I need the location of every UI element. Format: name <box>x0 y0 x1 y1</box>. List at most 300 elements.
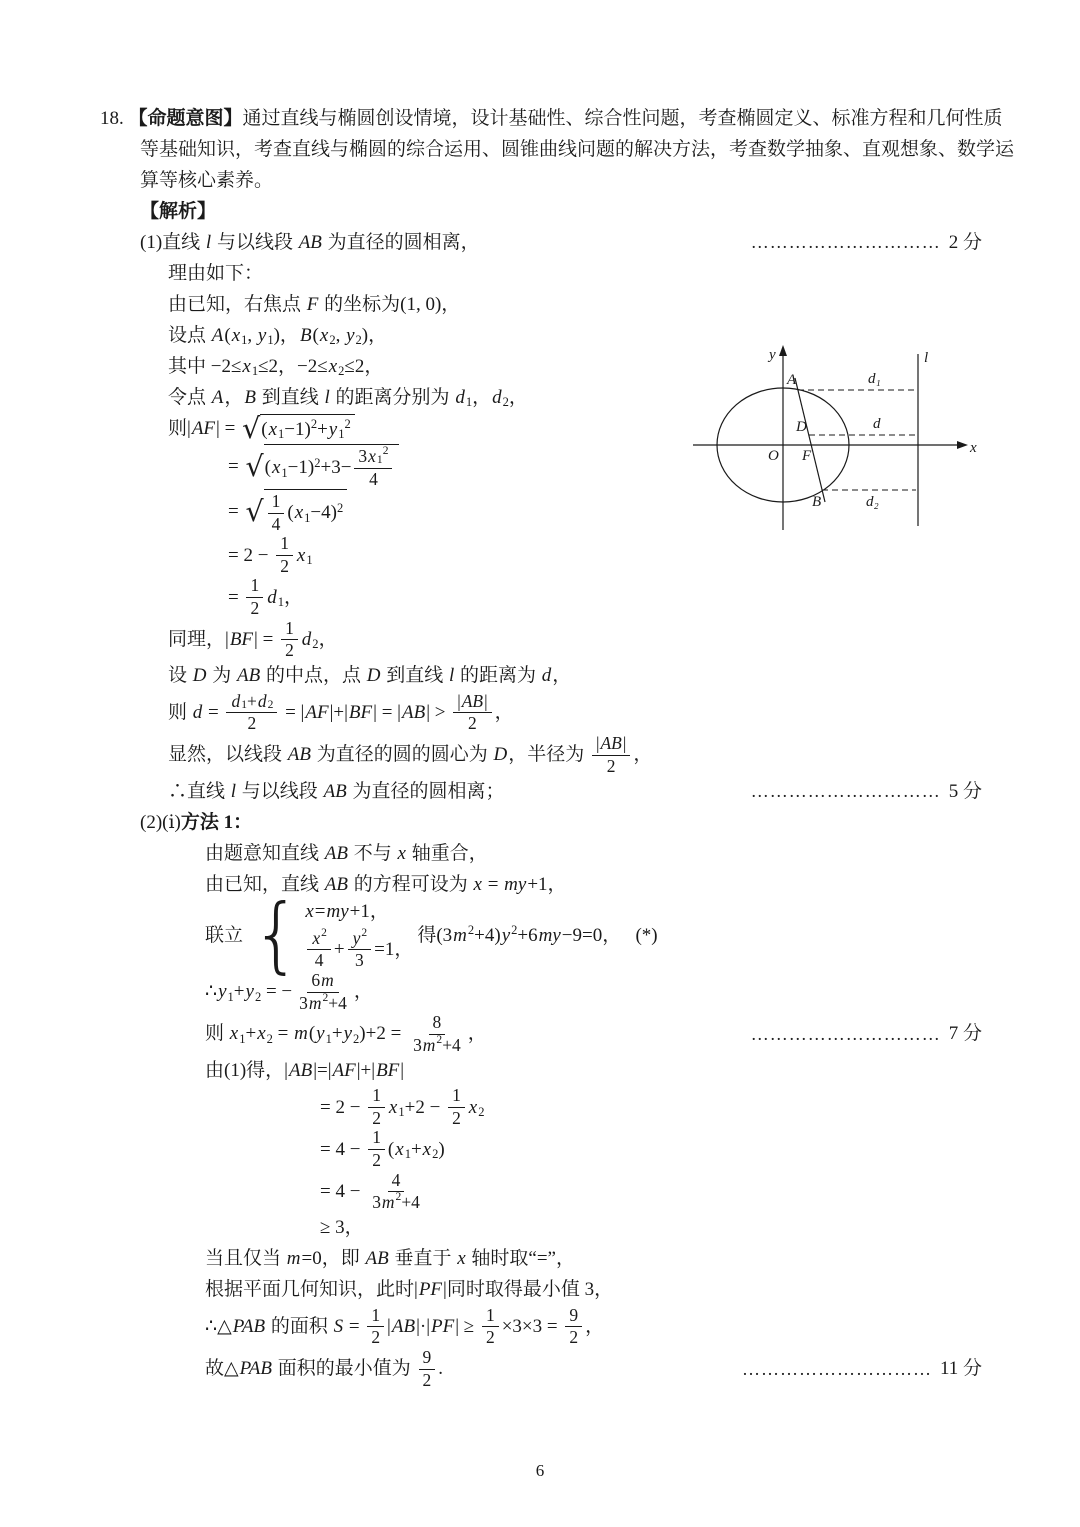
math-variable: BF <box>348 701 373 723</box>
fraction-denominator <box>365 469 382 490</box>
text-run: | > <box>426 701 451 723</box>
label-d: d <box>873 416 881 432</box>
text-run: 2 <box>436 1033 443 1046</box>
fraction-numerator <box>453 692 491 714</box>
text-run: 设点 <box>168 324 211 346</box>
math-variable: D <box>366 665 381 687</box>
math-variable: x <box>296 544 306 566</box>
math-variable: y <box>245 981 254 1003</box>
math-variable: d <box>301 628 312 650</box>
fraction-numerator <box>592 734 630 756</box>
fraction-numerator <box>419 1348 436 1370</box>
fraction-denominator <box>419 1370 436 1391</box>
text-run: 2 <box>511 923 518 937</box>
math-variable: x <box>294 502 304 524</box>
math-variable: y <box>346 324 355 346</box>
line-content <box>320 1171 427 1213</box>
text-run: | <box>387 1315 391 1337</box>
math-variable: x <box>397 842 406 864</box>
solution-line <box>205 1055 982 1086</box>
text-run: 1 <box>376 454 383 467</box>
fraction-denominator <box>448 1108 465 1129</box>
fraction <box>453 692 491 734</box>
text-run: 4 <box>391 1169 401 1190</box>
line-content <box>168 619 338 661</box>
subscript <box>278 596 284 609</box>
text-run: = 4 − <box>320 1138 366 1160</box>
text-run: (2)(ⅰ) <box>140 811 181 833</box>
text-run: 2 <box>312 637 319 652</box>
text-run: 2 <box>371 1327 381 1348</box>
fraction-denominator <box>295 993 351 1014</box>
text-run: ， <box>467 1023 487 1045</box>
text-run: 9 <box>422 1346 432 1367</box>
math-variable: m <box>286 1248 301 1270</box>
math-variable: x <box>457 1248 466 1270</box>
fraction <box>565 1306 582 1348</box>
text-run: 1 <box>227 989 234 1004</box>
math-variable: y <box>328 419 338 441</box>
label-O: O <box>768 448 779 464</box>
text-run: )， <box>361 324 388 346</box>
text-run: | = | <box>373 701 401 723</box>
fraction-denominator <box>368 1192 424 1213</box>
label-d2: d₂ <box>866 494 879 510</box>
math-variable: l <box>449 665 455 687</box>
text-run: 方法 1： <box>180 811 253 833</box>
text-run: +4 <box>442 1034 461 1055</box>
text-run: 4 <box>271 513 281 534</box>
line-content <box>168 692 514 734</box>
text-run: 3 <box>299 992 308 1013</box>
text-run: 3 <box>413 1034 422 1055</box>
math-variable: AB <box>287 744 311 766</box>
superscript <box>314 457 320 470</box>
line-content <box>205 1306 604 1348</box>
math-variable: D <box>493 744 508 766</box>
fraction <box>367 1306 384 1348</box>
math-variable: y <box>218 981 227 1003</box>
text-run: 令点 <box>168 386 211 408</box>
math-variable: A <box>211 324 224 346</box>
text-run: (1)直线 <box>140 231 205 253</box>
fraction <box>419 1348 436 1390</box>
math-variable: A <box>211 386 224 408</box>
text-run: + <box>246 690 257 711</box>
text-run: ×3×3 = <box>501 1315 563 1337</box>
math-variable: d <box>267 586 277 608</box>
math-variable: AB <box>237 665 261 687</box>
text-run: ( <box>312 324 319 346</box>
text-run: ∴ <box>205 981 218 1003</box>
math-variable: x <box>305 901 314 923</box>
text-run: ( <box>287 502 294 524</box>
text-run: 的中点，点 <box>261 665 366 687</box>
text-run: |+| <box>356 1059 376 1081</box>
text-run: −1) <box>287 457 315 479</box>
text-run: ， <box>494 701 514 723</box>
math-variable: AB <box>600 732 622 753</box>
equation-system-rows <box>304 900 413 971</box>
superscript <box>383 446 389 458</box>
solution-line <box>320 1171 982 1213</box>
text-run: 故△ <box>205 1358 239 1380</box>
math-variable: m <box>381 1192 395 1213</box>
fraction-numerator <box>246 576 263 598</box>
text-run: −4) <box>310 502 337 524</box>
text-run: 联立 <box>205 924 248 946</box>
text-run: = − <box>261 981 293 1003</box>
solution-line <box>205 869 982 900</box>
equation-row <box>304 900 413 924</box>
text-run: = <box>272 1023 294 1045</box>
math-variable: x <box>395 1138 404 1160</box>
text-run: 2 <box>353 1031 360 1046</box>
equation-row <box>304 929 413 971</box>
text-run: +1， <box>349 901 389 923</box>
fraction-numerator <box>268 492 285 514</box>
score-label: 2 分 <box>948 231 982 253</box>
fraction-denominator <box>368 1150 385 1171</box>
solution-line <box>320 1213 982 1244</box>
subscript <box>304 512 310 525</box>
math-variable: d <box>541 665 552 687</box>
math-variable: m <box>321 970 334 990</box>
superscript <box>311 418 317 431</box>
text-run: ∴直线 <box>168 780 230 802</box>
math-variable: F <box>306 293 319 315</box>
superscript <box>321 928 327 940</box>
solution-body <box>100 103 1015 1390</box>
text-run: ( <box>308 1023 316 1045</box>
math-variable: B <box>244 386 256 408</box>
text-run: 2 <box>247 713 257 734</box>
math-variable: l <box>230 780 237 802</box>
subscript <box>466 396 472 409</box>
dotted-leader: ………………………… <box>750 1023 941 1044</box>
text-run: 的距离为 <box>455 665 541 687</box>
math-variable: AF <box>191 417 216 439</box>
line-content <box>205 842 488 866</box>
text-run: ( <box>387 1138 395 1160</box>
fraction-numerator <box>482 1306 499 1328</box>
text-run: 2 <box>254 989 262 1004</box>
fraction <box>354 447 392 489</box>
solution-line <box>205 971 982 1013</box>
text-run: 1 <box>278 427 285 442</box>
subscript <box>241 334 247 347</box>
text-run: 为 <box>207 665 237 687</box>
math-variable: d <box>257 690 267 711</box>
fraction-denominator <box>311 950 328 971</box>
text-run: 的面积 <box>266 1315 333 1337</box>
label-l: l <box>924 350 929 366</box>
fraction <box>348 929 372 971</box>
label-B: B <box>812 494 822 510</box>
text-run: 2 <box>372 1107 381 1128</box>
text-run: 1 <box>241 699 247 712</box>
math-variable: m <box>422 1034 436 1055</box>
math-variable: m <box>453 924 467 946</box>
text-run: , <box>335 324 346 346</box>
line-content <box>140 231 480 255</box>
fraction <box>268 492 285 534</box>
label-F: F <box>802 448 812 464</box>
line-content <box>320 1216 364 1240</box>
text-run: 1 <box>277 595 284 610</box>
superscript <box>511 924 517 937</box>
text-run: = | <box>280 701 305 723</box>
math-variable: AF <box>332 1059 356 1081</box>
text-run: 3 <box>354 950 364 971</box>
text-run: 轴重合， <box>406 842 488 864</box>
text-run: +4 <box>328 992 347 1013</box>
text-run: ( <box>224 324 231 346</box>
text-run: 2 <box>432 1147 439 1162</box>
text-run: 2 <box>478 1104 485 1119</box>
text-run: + <box>233 981 245 1003</box>
text-run: = <box>228 455 244 477</box>
fraction-denominator <box>268 514 285 535</box>
score-label: 11 分 <box>939 1358 982 1380</box>
text-run: 由(1)得，| <box>205 1059 288 1081</box>
y-axis-arrow <box>779 345 787 356</box>
score-marker <box>742 1357 982 1381</box>
fraction-numerator <box>565 1306 582 1328</box>
subscript <box>503 396 509 409</box>
math-variable: AF <box>305 701 329 723</box>
math-variable: d <box>231 690 241 711</box>
math-variable: l <box>324 386 330 408</box>
text-run: 则 <box>205 1023 229 1045</box>
square-root <box>242 412 355 446</box>
text-run: | = <box>216 417 241 439</box>
text-run: 2 <box>329 332 336 347</box>
line-content <box>320 1128 445 1170</box>
math-variable: x <box>328 355 338 377</box>
dotted-leader: ………………………… <box>750 781 941 802</box>
line-content <box>228 534 313 576</box>
math-variable: AB <box>365 1248 389 1270</box>
text-run: 通过直线与椭圆创设情境，设计基础性、综合性问题，考查椭圆定义、标准方程和几何性质 <box>242 107 1003 129</box>
text-run: 与以线段 <box>237 780 323 802</box>
fraction-denominator <box>482 1327 499 1348</box>
solution-line <box>320 1086 982 1128</box>
math-variable: x <box>312 927 321 948</box>
solution-line <box>228 576 982 618</box>
math-variable: d <box>455 386 465 408</box>
fraction <box>368 1171 424 1213</box>
text-run: 由已知，直线 <box>205 873 324 895</box>
radical-sign: √ <box>245 450 264 484</box>
text-run: | <box>457 690 461 711</box>
ellipse-diagram <box>688 340 988 545</box>
text-run: 的距离分别为 <box>330 386 455 408</box>
text-run: = 2 − <box>228 544 274 566</box>
text-run: 1 <box>280 533 289 554</box>
fraction-denominator <box>244 713 261 734</box>
text-run: 2 <box>314 455 321 470</box>
solution-line <box>205 1348 982 1390</box>
fraction <box>368 1086 385 1128</box>
solution-line <box>140 165 982 196</box>
fraction-denominator <box>464 713 481 734</box>
math-variable: d <box>492 386 502 408</box>
text-run: 1 <box>372 1085 381 1106</box>
text-run: 2 <box>372 1150 381 1171</box>
chord-ab <box>795 378 825 502</box>
subscript <box>356 334 362 347</box>
subscript <box>267 334 273 347</box>
fraction <box>368 1128 385 1170</box>
subscript <box>255 991 261 1004</box>
math-variable: x <box>268 419 277 441</box>
text-run: ， <box>633 744 653 766</box>
fraction-numerator <box>307 971 338 993</box>
label-y: y <box>769 347 776 363</box>
solution-line <box>168 661 982 692</box>
math-variable: x <box>368 446 376 466</box>
math-variable: x <box>229 1023 239 1045</box>
line-content <box>168 386 528 410</box>
line-content <box>100 107 1003 131</box>
math-variable: y <box>352 927 361 948</box>
text-run: 到直线 <box>257 386 324 408</box>
line-content <box>168 664 571 688</box>
text-run: ( <box>264 457 271 479</box>
line-content <box>140 200 216 224</box>
text-run: | = <box>254 628 279 650</box>
solution-line <box>205 1244 982 1275</box>
fraction-numerator <box>368 1086 385 1108</box>
text-run: 1 <box>271 491 281 512</box>
text-run: ∴△ <box>205 1315 232 1337</box>
fraction-numerator <box>367 1306 384 1328</box>
math-variable: AB <box>288 1059 313 1081</box>
text-run: 其中 −2≤ <box>168 355 242 377</box>
text-run: ≤2， <box>344 355 384 377</box>
text-run: | <box>484 690 488 711</box>
score-marker <box>751 1022 982 1046</box>
text-run: 2 <box>502 394 509 409</box>
text-run: 为直径的圆相离， <box>322 231 480 253</box>
math-variable: m <box>294 1023 308 1045</box>
text-run: = <box>228 586 244 608</box>
text-run: 不与 <box>348 842 397 864</box>
line-content <box>168 293 460 317</box>
text-run: 则 <box>168 701 192 723</box>
text-run: 为直径的圆相离； <box>347 780 505 802</box>
solution-line <box>168 258 982 289</box>
text-run: 的方程可设为 <box>348 873 473 895</box>
text-run: 1 <box>239 1031 246 1046</box>
radicand <box>264 489 348 534</box>
text-run: +4 <box>401 1192 420 1213</box>
text-run: +4) <box>474 924 501 946</box>
solution-line <box>205 1013 982 1055</box>
x-axis-arrow <box>957 441 968 449</box>
fraction <box>276 534 293 576</box>
text-run: 算等核心素养。 <box>140 169 274 191</box>
page-number: 6 <box>535 1461 545 1480</box>
fraction-denominator <box>281 640 298 661</box>
text-run: 根据平面几何知识，此时| <box>205 1279 418 1301</box>
math-variable: PAB <box>232 1315 266 1337</box>
line-content <box>205 1013 487 1055</box>
math-variable: BF <box>376 1059 400 1081</box>
subscript <box>281 467 287 480</box>
text-run: 面积的最小值为 <box>273 1358 416 1380</box>
subscript <box>239 1033 245 1046</box>
label-A: A <box>787 372 797 388</box>
solution-line <box>205 888 982 983</box>
text-run: 同理，| <box>168 628 229 650</box>
subscript <box>338 365 344 378</box>
text-run: + <box>333 939 345 961</box>
math-variable: y <box>343 1023 353 1045</box>
text-run: ≥ 3， <box>320 1217 364 1239</box>
text-run: 轴时取“=”， <box>466 1248 575 1270</box>
text-run: 1 <box>485 1304 495 1325</box>
text-run: 2 <box>266 1031 273 1046</box>
text-run: 的坐标为(1, 0)， <box>319 293 461 315</box>
text-run: ， <box>552 665 572 687</box>
text-run: =0，即 <box>301 1248 365 1270</box>
subscript <box>312 638 318 651</box>
line-content <box>140 169 273 193</box>
text-run: 2 <box>382 445 389 458</box>
subscript <box>278 428 284 441</box>
math-variable: AB <box>401 701 426 723</box>
text-run: + <box>317 419 328 441</box>
subscript <box>241 700 247 712</box>
math-variable: S <box>333 1315 344 1337</box>
dotted-leader: ………………………… <box>750 232 941 253</box>
text-run: 2 <box>395 1191 402 1204</box>
math-variable: x <box>242 355 251 377</box>
math-variable: x <box>257 1023 266 1045</box>
math-variable: my <box>538 924 561 946</box>
text-run: ， <box>508 386 528 408</box>
fraction-denominator <box>409 1035 465 1056</box>
fraction-denominator <box>565 1327 582 1348</box>
math-variable: x <box>271 457 281 479</box>
text-run: 1 <box>241 332 248 347</box>
text-run: | <box>622 732 627 753</box>
text-run: 6 <box>311 970 321 990</box>
text-run: 2 <box>452 1107 461 1128</box>
text-run: =1， <box>374 939 414 961</box>
solution-line <box>205 1275 982 1306</box>
math-variable: PF <box>431 1315 455 1337</box>
fraction-numerator <box>276 534 293 556</box>
text-run: )， <box>273 324 299 346</box>
text-run: 3 <box>358 446 368 466</box>
subscript <box>268 700 274 712</box>
fraction <box>448 1086 465 1128</box>
fraction-numerator <box>307 929 331 951</box>
text-run: ， <box>472 386 492 408</box>
line-content <box>168 355 383 379</box>
text-run: 【解析】 <box>140 200 217 222</box>
text-run: +1， <box>527 873 567 895</box>
text-run: 1 <box>372 1127 381 1148</box>
fraction-denominator <box>276 556 293 577</box>
text-run: 1 <box>465 394 473 409</box>
math-variable: PF <box>418 1279 443 1301</box>
solution-line <box>168 776 982 807</box>
fraction <box>246 576 263 618</box>
